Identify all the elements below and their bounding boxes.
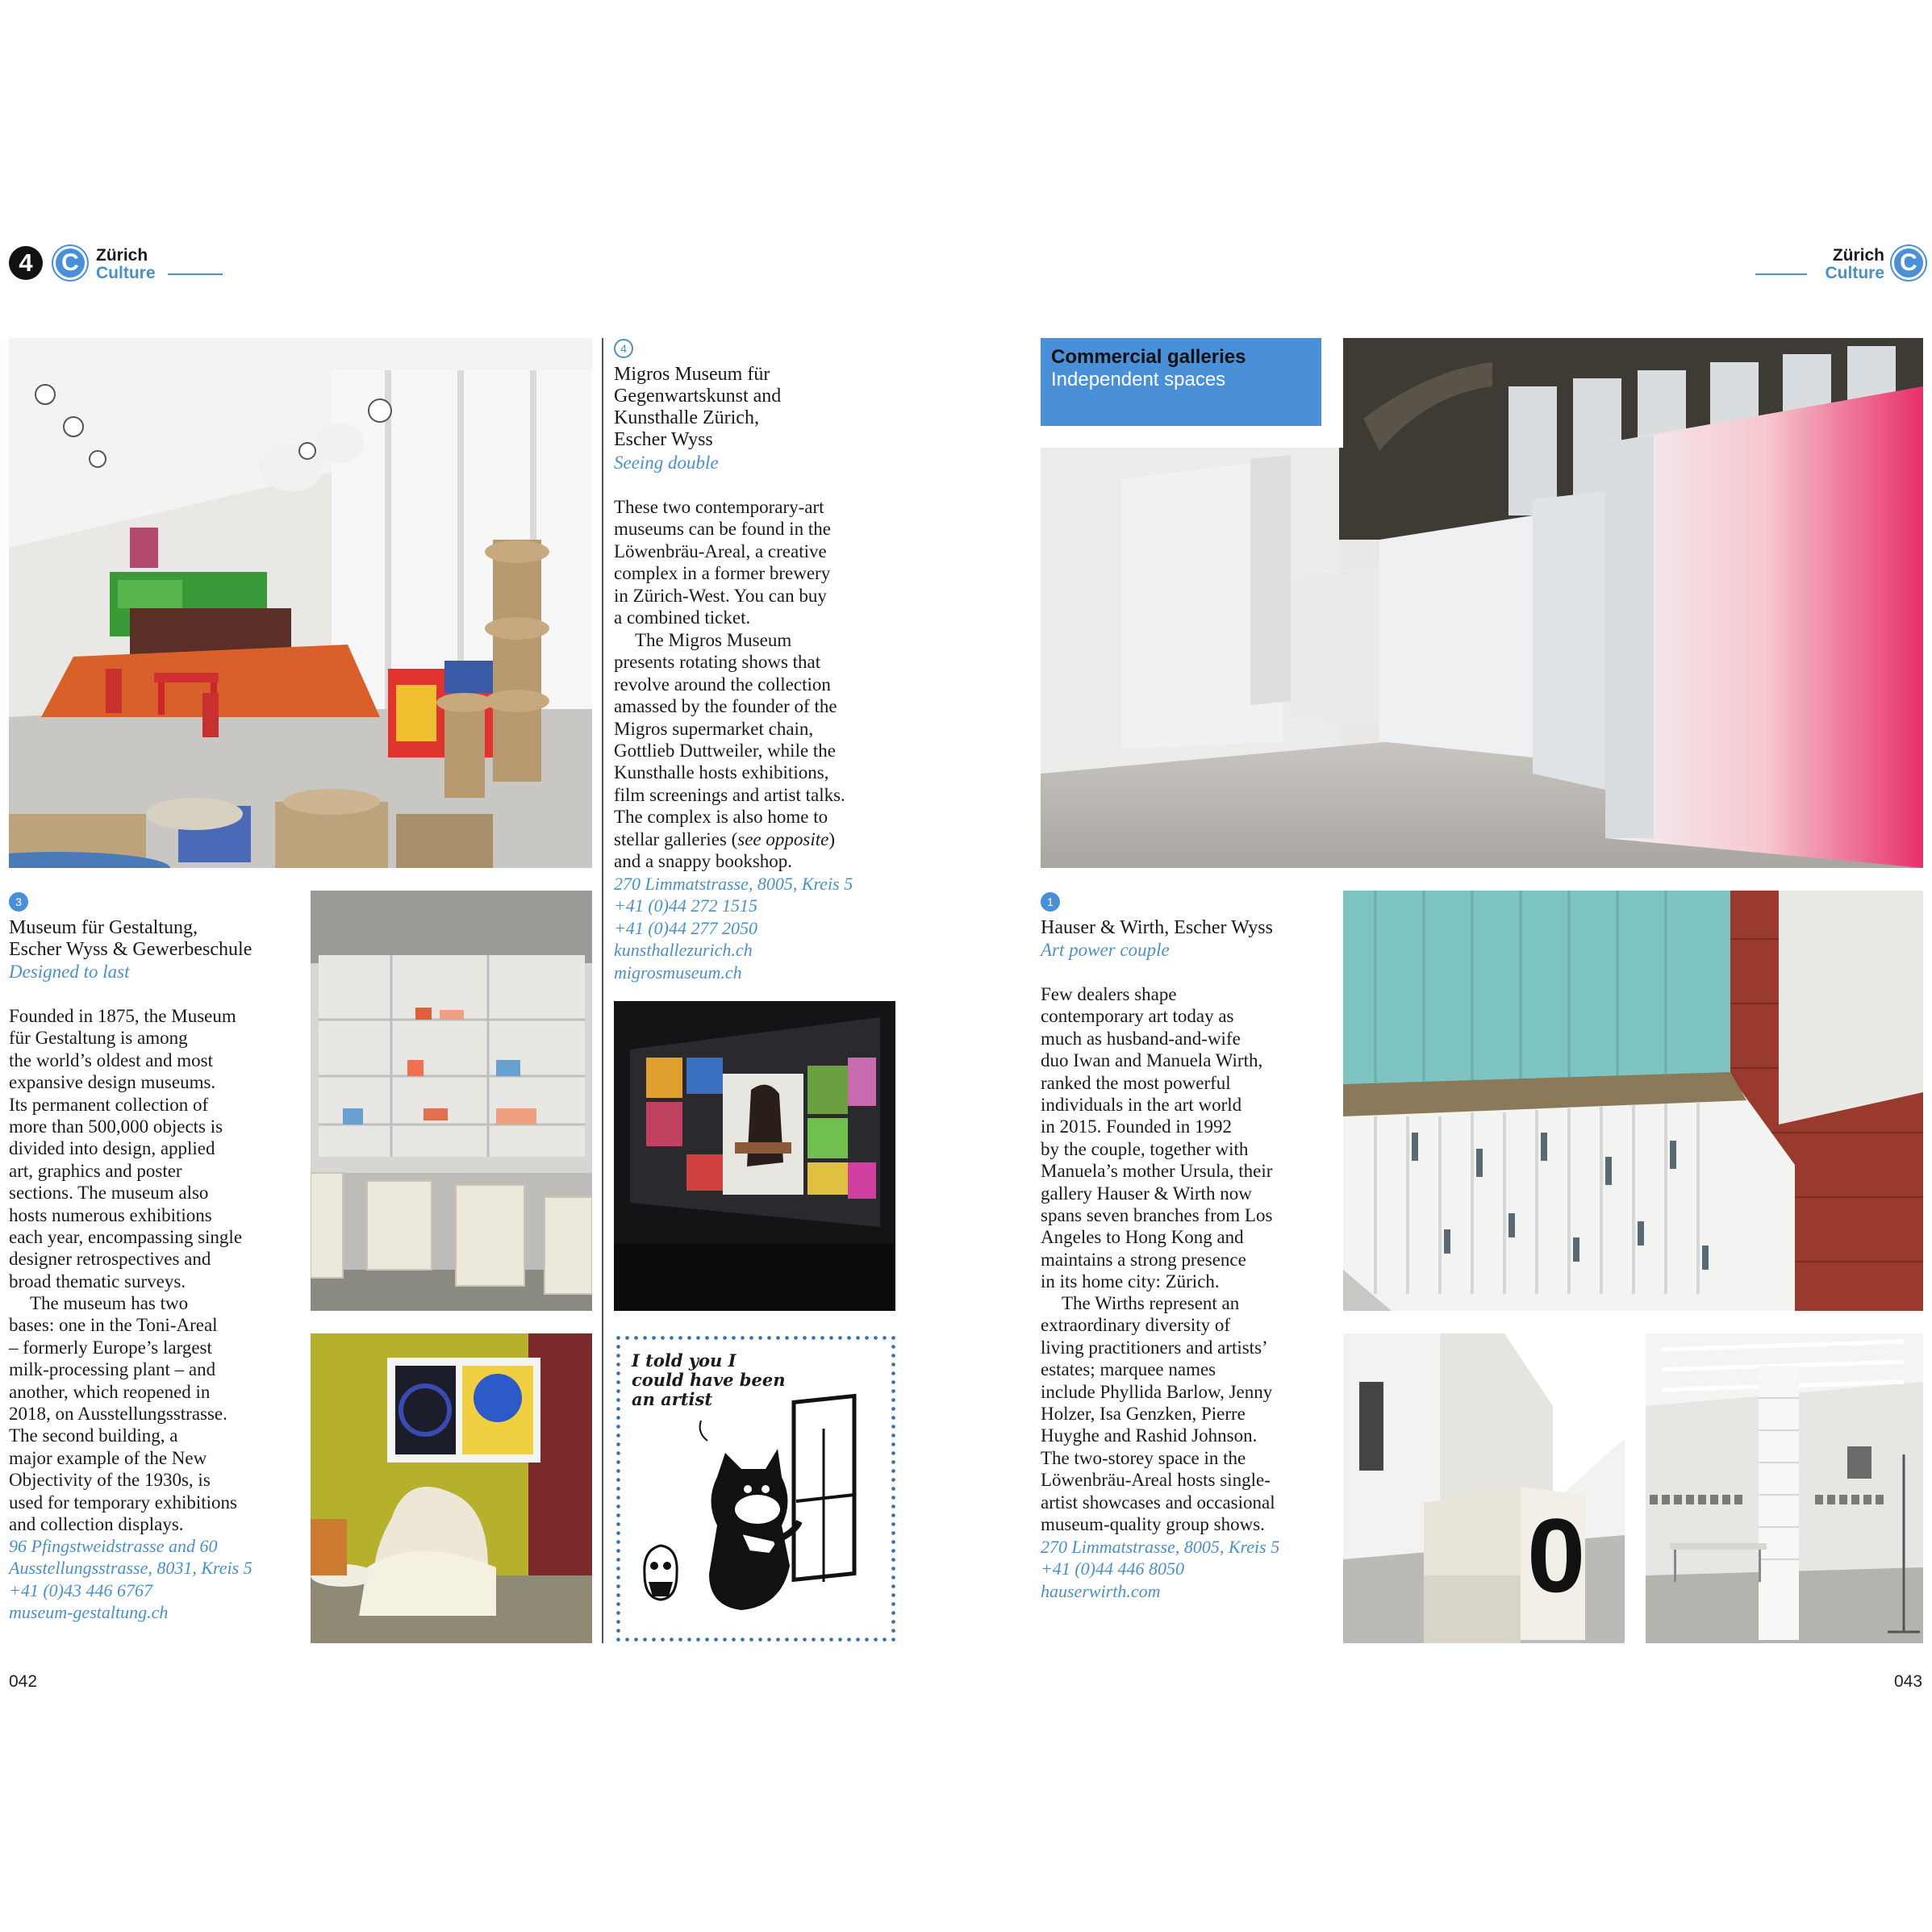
text-line: The museum has two <box>30 1293 189 1313</box>
text-line: Manuela’s mother Ursula, their <box>1041 1161 1273 1182</box>
text-line: designer retrospectives and <box>9 1249 211 1270</box>
text-line: Löwenbräu-Areal, a creative <box>614 540 827 561</box>
page-number-right: 043 <box>1894 1672 1923 1691</box>
text-line: The complex is also home to <box>614 807 828 828</box>
header-section: Culture <box>96 264 156 282</box>
text-line: Holzer, Isa Genzken, Pierre <box>1041 1404 1246 1425</box>
entry-4-paragraph-1 <box>614 496 831 628</box>
text-line: and a snappy bookshop. <box>614 851 793 872</box>
column-divider <box>602 338 603 1643</box>
text-line: Migros supermarket chain, <box>614 718 814 739</box>
text-line: the world’s oldest and most <box>9 1049 213 1070</box>
text-line: in its home city: Zürich. <box>1041 1271 1220 1292</box>
text-line: Angeles to Hong Kong and <box>1041 1227 1244 1248</box>
commercial-galleries-heading-box <box>1041 338 1321 426</box>
cross-reference: see opposite <box>737 828 829 849</box>
text-line: extraordinary diversity of <box>1041 1315 1231 1336</box>
cartoon-frame <box>620 1340 889 1637</box>
cartoon-caption-line: an artist <box>632 1389 713 1409</box>
design-museum-interior-image <box>9 338 592 868</box>
text-line: These two contemporary-art <box>614 497 824 517</box>
building-exterior-image <box>1343 891 1923 1311</box>
text-line: museums can be found in the <box>614 519 831 540</box>
photo-design-shelves <box>311 891 592 1311</box>
text-line: artist showcases and occasional <box>1041 1492 1275 1513</box>
text-line: complex in a former brewery <box>614 563 831 584</box>
text-line: – formerly Europe’s largest <box>9 1337 212 1358</box>
entry-4-phone-2: +41 (0)44 277 2050 <box>614 917 757 938</box>
text-line: expansive design museums. <box>9 1072 216 1093</box>
text-line: The two-storey space in the <box>1041 1447 1246 1468</box>
culture-section-icon-right: C <box>1892 246 1926 280</box>
photo-design-museum-interior <box>9 338 592 868</box>
text-line: Objectivity of the 1930s, is <box>9 1470 211 1491</box>
design-shelves-image <box>311 891 592 1311</box>
entry-1-paragraph-1 <box>1041 983 1272 1293</box>
text-line: presents rotating shows that <box>614 652 821 673</box>
entry-4-title-line: Kunsthalle Zürich, <box>614 407 759 428</box>
header-rule-right <box>1755 273 1807 275</box>
culture-section-icon: C <box>53 246 87 280</box>
entry-1-paragraph-2 <box>1041 1292 1275 1535</box>
text-line: The second building, a <box>9 1425 178 1446</box>
entry-1-website-link[interactable]: hauserwirth.com <box>1041 1580 1161 1601</box>
entry-1-address: 270 Limmatstrasse, 8005, Kreis 5 <box>1041 1537 1280 1557</box>
photo-lounge-chair <box>311 1333 592 1643</box>
entry-3-number: 3 <box>9 892 28 912</box>
chapter-number-badge: 4 <box>9 246 43 280</box>
entry-3-paragraph-1 <box>9 1005 242 1292</box>
text-line: Its permanent collection of <box>9 1094 209 1115</box>
text-line: each year, encompassing single <box>9 1227 243 1248</box>
photo-building-exterior <box>1343 891 1923 1311</box>
text-fragment: ) <box>828 828 835 849</box>
photo-gallery-room <box>1646 1333 1923 1643</box>
text-line: in Zürich-West. You can buy <box>614 585 827 606</box>
header-left-labels <box>96 247 156 282</box>
entry-1-title: Hauser & Wirth, Escher Wyss <box>1041 917 1273 938</box>
text-line: milk-processing plant – and <box>9 1359 216 1380</box>
entry-4-subtitle: Seeing double <box>614 453 719 473</box>
text-line: Huyghe and Rashid Johnson. <box>1041 1425 1258 1446</box>
cartoon-panel <box>614 1333 895 1643</box>
text-line: für Gestaltung is among <box>9 1028 188 1049</box>
text-line: another, which reopened in <box>9 1381 211 1402</box>
entry-4-title-line: Migros Museum für <box>614 364 770 385</box>
entry-4-number: 4 <box>614 339 633 358</box>
text-line: ranked the most powerful <box>1041 1072 1231 1093</box>
entry-3-address: 96 Pfingstweidstrasse and 60 <box>9 1536 218 1556</box>
header-rule-left <box>168 273 223 275</box>
text-line: more than 500,000 objects is <box>9 1116 223 1137</box>
text-line: Few dealers shape <box>1041 984 1177 1004</box>
entry-3-title-line: Escher Wyss & Gewerbeschule <box>9 939 252 960</box>
text-fragment: stellar galleries ( <box>614 828 738 849</box>
gallery-room-image <box>1646 1333 1923 1643</box>
entry-4-paragraph-2 <box>614 629 845 872</box>
header-city: Zürich <box>96 246 148 265</box>
entry-4-website-link-1[interactable]: kunsthallezurich.ch <box>614 940 753 961</box>
text-line: 2018, on Ausstellungsstrasse. <box>9 1404 227 1425</box>
cartoon-drawing <box>620 1340 889 1637</box>
text-line: Kunsthalle hosts exhibitions, <box>614 762 829 783</box>
text-line: revolve around the collection <box>614 674 831 695</box>
text-line: Löwenbräu-Areal hosts single- <box>1041 1470 1271 1491</box>
text-line: contemporary art today as <box>1041 1006 1234 1027</box>
text-line: bases: one in the Toni-Areal <box>9 1315 218 1336</box>
entry-3-title-line: Museum für Gestaltung, <box>9 917 198 938</box>
text-line: by the couple, together with <box>1041 1138 1249 1159</box>
entry-3-contact <box>9 1535 252 1624</box>
text-line: estates; marquee names <box>1041 1359 1216 1380</box>
text-line: hosts numerous exhibitions <box>9 1204 212 1225</box>
cartoon-caption-line: I told you I <box>632 1350 736 1371</box>
text-line: Founded in 1875, the Museum <box>9 1006 236 1026</box>
entry-3-website-link[interactable]: museum-gestaltung.ch <box>9 1602 169 1623</box>
text-line: The Wirths represent an <box>1062 1293 1240 1313</box>
text-line: The Migros Museum <box>635 630 792 650</box>
text-line: art, graphics and poster <box>9 1160 182 1181</box>
text-line: in 2015. Founded in 1992 <box>1041 1116 1233 1137</box>
text-line: spans seven branches from Los <box>1041 1205 1273 1226</box>
text-line: sections. The museum also <box>9 1183 209 1204</box>
lounge-chair-image <box>311 1333 592 1643</box>
box-title: Commercial galleries <box>1051 346 1246 368</box>
text-line: duo Iwan and Manuela Wirth, <box>1041 1050 1263 1071</box>
entry-4-title <box>614 364 781 451</box>
entry-1-subtitle: Art power couple <box>1041 940 1170 960</box>
header-city-right: Zürich <box>1832 246 1884 265</box>
text-line <box>614 828 845 850</box>
text-line: amassed by the founder of the <box>614 696 837 717</box>
text-line: maintains a strong presence <box>1041 1249 1246 1270</box>
entry-4-phone-1: +41 (0)44 272 1515 <box>614 895 757 916</box>
entry-3-title <box>9 917 252 961</box>
cartoon-caption-line: could have been <box>632 1370 786 1390</box>
text-line: divided into design, applied <box>9 1138 215 1159</box>
text-line: broad thematic surveys. <box>9 1271 186 1291</box>
text-line: museum-quality group shows. <box>1041 1514 1265 1535</box>
text-line: used for temporary exhibitions <box>9 1492 237 1513</box>
entry-3-subtitle: Designed to last <box>9 962 130 982</box>
page-number-left: 042 <box>9 1672 38 1691</box>
entry-1-contact <box>1041 1536 1279 1602</box>
entry-3-paragraph-2 <box>9 1292 237 1535</box>
entry-3-address-2: Ausstellungsstrasse, 8031, Kreis 5 <box>9 1558 252 1579</box>
text-line: include Phyllida Barlow, Jenny <box>1041 1381 1273 1402</box>
entry-4-website-link-2[interactable]: migrosmuseum.ch <box>614 962 742 983</box>
text-line: Gottlieb Duttweiler, while the <box>614 741 837 762</box>
video-installation-image <box>614 1001 895 1311</box>
text-line: living practitioners and artists’ <box>1041 1337 1268 1358</box>
entry-4-contact <box>614 873 853 983</box>
box-gutter-bottom <box>1041 426 1343 448</box>
entry-1-phone: +41 (0)44 446 8050 <box>1041 1559 1184 1579</box>
text-line: major example of the New <box>9 1447 207 1468</box>
text-line: and collection displays. <box>9 1514 184 1535</box>
text-line: individuals in the art world <box>1041 1095 1242 1116</box>
box-subtitle: Independent spaces <box>1051 369 1226 390</box>
text-line: a combined ticket. <box>614 607 751 628</box>
text-line: film screenings and artist talks. <box>614 784 845 805</box>
text-line: gallery Hauser & Wirth now <box>1041 1183 1252 1204</box>
header-right-labels <box>1826 247 1885 282</box>
photo-floor-number-letter: 0 <box>1527 1496 1586 1614</box>
entry-4-title-line: Gegenwartskunst and <box>614 386 782 407</box>
header-section-right: Culture <box>1825 264 1884 282</box>
entry-1-number: 1 <box>1041 892 1060 912</box>
entry-4-title-line: Escher Wyss <box>614 429 713 450</box>
entry-3-phone: +41 (0)43 446 6767 <box>9 1579 152 1600</box>
entry-4-address: 270 Limmatstrasse, 8005, Kreis 5 <box>614 874 853 894</box>
text-line: much as husband-and-wife <box>1041 1028 1241 1049</box>
photo-video-installation <box>614 1001 895 1311</box>
photo-gallery-staircase <box>1343 1333 1625 1643</box>
